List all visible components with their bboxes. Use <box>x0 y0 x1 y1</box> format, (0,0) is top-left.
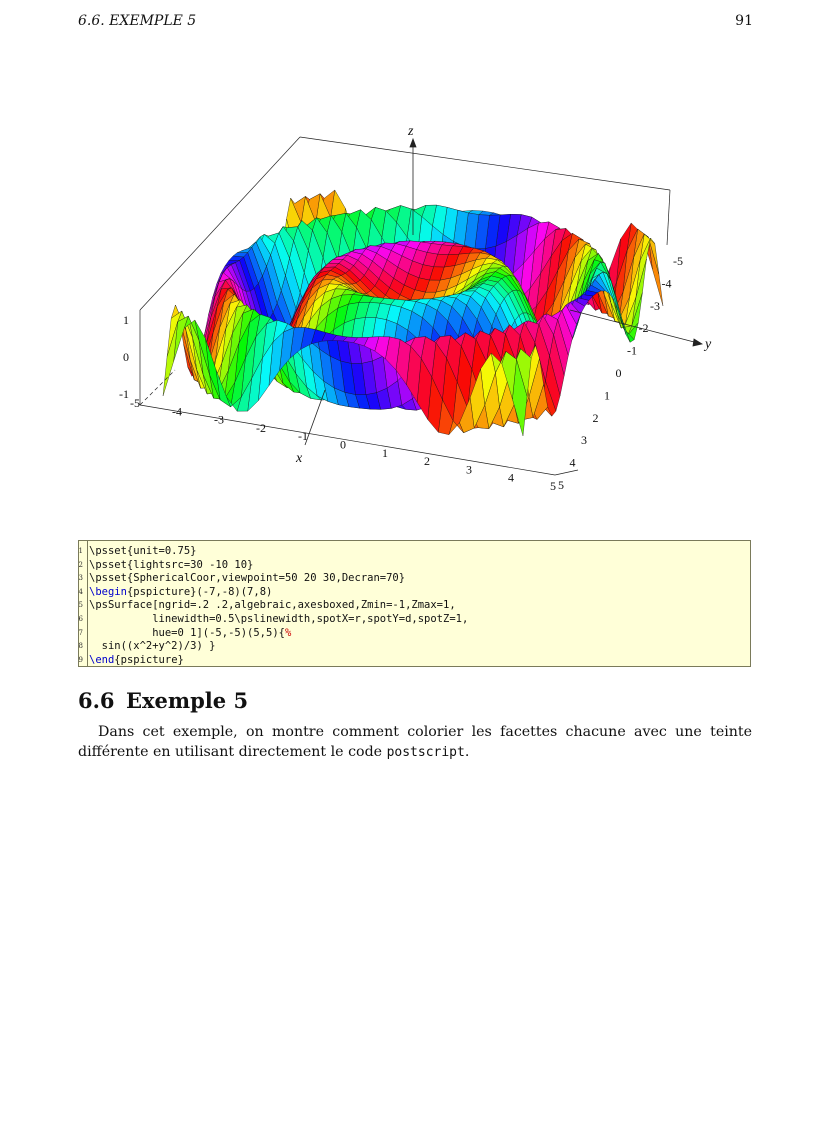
y-tick-label: -2 <box>638 321 649 336</box>
line-number: 8 <box>78 642 83 651</box>
code-text: \begin{pspicture}(-7,-8)(7,8) <box>89 585 273 598</box>
y-tick-label: 0 <box>615 366 622 380</box>
line-number: 5 <box>78 601 83 610</box>
y-tick-label: 3 <box>581 433 587 448</box>
y-tick-label: 5 <box>558 478 564 492</box>
x-tick-label: 1 <box>382 445 388 460</box>
line-number: 1 <box>78 547 83 555</box>
code-text: linewidth=0.5\pslinewidth,spotX=r,spotY=d,spotZ=1, <box>89 613 469 625</box>
paragraph-code: postscript <box>386 745 465 760</box>
page-number: 91 <box>735 13 753 29</box>
code-listing <box>78 540 751 667</box>
line-number: 3 <box>78 574 83 583</box>
code-text: sin((x^2+y^2)/3) } <box>89 640 216 653</box>
y-axis-label: y <box>705 337 712 352</box>
surface-facet <box>648 237 663 306</box>
code-keyword: \end <box>89 653 115 666</box>
code-text: hue=0 1](-5,-5)(5,5){% <box>89 626 292 639</box>
box-edge <box>667 190 670 245</box>
y-tick-label: -1 <box>627 343 637 358</box>
x-tick-label: 0 <box>340 437 346 452</box>
section-heading <box>78 688 248 713</box>
paragraph-text: Dans cet exemple, on montre comment colorier les facettes chacune avec une teinte différente en utilisant directement le code <box>78 724 752 760</box>
line-number: 2 <box>78 560 83 569</box>
code-text: \psSurface[ngrid=.2 .2,algebraic,axesboxed,Zmin=-1,Zmax=1, <box>89 599 456 612</box>
y-axis-arrow <box>693 339 702 346</box>
x-tick-label: -5 <box>130 396 140 410</box>
code-text: \psset{unit=0.75} <box>89 545 197 557</box>
z-ticks <box>119 313 129 401</box>
y-tick-label: 4 <box>569 455 576 470</box>
y-tick-label: 2 <box>592 410 599 425</box>
paragraph-end: . <box>464 744 470 760</box>
code-text: \end{pspicture} <box>89 653 184 666</box>
box-edge-hidden <box>140 370 175 405</box>
x-tick-label: 4 <box>508 470 514 485</box>
z-axis-label: z <box>408 124 414 139</box>
code-keyword: \begin <box>89 585 127 598</box>
code-comment: % <box>284 626 292 639</box>
z-tick-label: -1 <box>119 387 129 401</box>
x-tick-label: 3 <box>466 462 472 477</box>
body-paragraph <box>78 722 752 763</box>
code-text: \psset{SphericalCoor,viewpoint=50 20 30,Decran=70} <box>89 572 406 585</box>
y-tick-label: -3 <box>650 298 660 313</box>
section-title: Exemple 5 <box>126 688 249 713</box>
z-tick-label: 0 <box>123 350 129 364</box>
x-tick-label: -4 <box>172 404 182 419</box>
box-edge <box>555 470 578 475</box>
x-tick-label: 5 <box>550 479 556 493</box>
header-section: 6.6. EXEMPLE 5 <box>78 13 197 29</box>
line-number: 7 <box>78 628 83 637</box>
y-tick-label: 1 <box>604 388 610 403</box>
line-number: 6 <box>78 615 83 623</box>
box-edge <box>300 137 670 190</box>
y-tick-label: -5 <box>673 254 683 268</box>
running-header <box>78 13 753 33</box>
z-tick-label: 1 <box>123 313 129 327</box>
code-text: \psset{lightsrc=30 -10 10} <box>89 558 254 571</box>
line-number: 4 <box>78 587 83 596</box>
z-axis-arrow <box>410 139 416 147</box>
line-number: 9 <box>78 655 83 664</box>
x-tick-label: -1 <box>298 429 308 444</box>
x-tick-label: 2 <box>424 454 430 469</box>
code-gutter <box>87 541 88 666</box>
section-number: 6.6 <box>78 688 115 713</box>
x-tick-label: -2 <box>256 420 266 435</box>
x-axis-label: x <box>296 451 303 466</box>
x-tick-label: -3 <box>214 412 224 427</box>
y-tick-label: -4 <box>661 276 672 291</box>
surface-plot-figure <box>100 115 730 515</box>
